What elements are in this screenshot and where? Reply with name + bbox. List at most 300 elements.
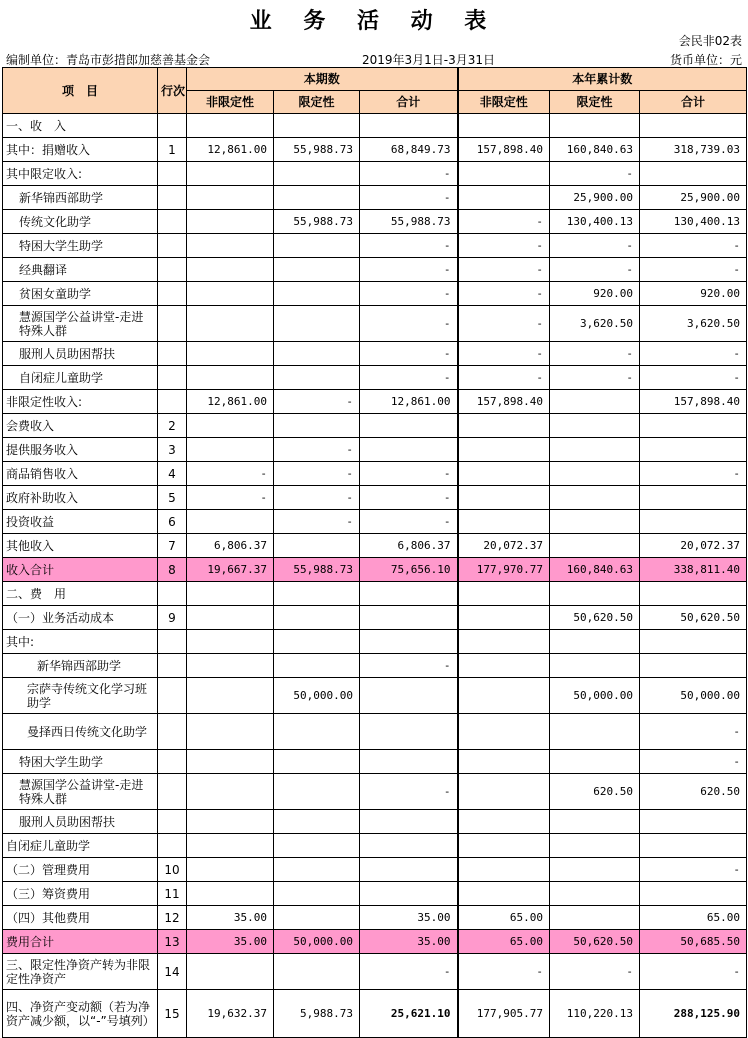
cell-ytd-restricted: - (550, 954, 640, 990)
cell-current-total (360, 114, 458, 138)
cell-ytd-unrestricted (458, 186, 550, 210)
row-label: 服刑人员助困帮扶 (3, 342, 158, 366)
cell-ytd-unrestricted: 20,072.37 (458, 534, 550, 558)
row-label: 传统文化助学 (3, 210, 158, 234)
row-label: 特困大学生助学 (3, 234, 158, 258)
row-label: 贫困女童助学 (3, 282, 158, 306)
cell-current-total: - (360, 342, 458, 366)
cell-current-restricted (274, 342, 360, 366)
cell-current-restricted: - (274, 510, 360, 534)
cell-current-unrestricted: 12,861.00 (187, 390, 274, 414)
row-line-number: 4 (158, 462, 187, 486)
row-line-number (158, 234, 187, 258)
cell-current-total: 6,806.37 (360, 534, 458, 558)
table-row (3, 138, 747, 162)
table-row (3, 282, 747, 306)
cell-ytd-restricted (550, 462, 640, 486)
cell-ytd-total: 157,898.40 (640, 390, 747, 414)
table-row (3, 210, 747, 234)
cell-current-total: - (360, 510, 458, 534)
table-row (3, 414, 747, 438)
row-line-number (158, 390, 187, 414)
row-line-number: 8 (158, 558, 187, 582)
row-line-number (158, 306, 187, 342)
cell-current-unrestricted (187, 954, 274, 990)
cell-ytd-unrestricted (458, 750, 550, 774)
cell-ytd-restricted (550, 582, 640, 606)
cell-ytd-unrestricted (458, 714, 550, 750)
cell-current-unrestricted (187, 342, 274, 366)
cell-current-restricted (274, 654, 360, 678)
cell-current-unrestricted (187, 582, 274, 606)
row-label: 四、净资产变动额（若为净资产减少额，以“-”号填列） (3, 990, 158, 1038)
cell-ytd-total: - (640, 750, 747, 774)
cell-current-unrestricted: 6,806.37 (187, 534, 274, 558)
cell-current-unrestricted (187, 654, 274, 678)
cell-current-restricted (274, 366, 360, 390)
row-label: 投资收益 (3, 510, 158, 534)
cell-ytd-total: - (640, 366, 747, 390)
cell-current-unrestricted (187, 234, 274, 258)
cell-ytd-unrestricted (458, 606, 550, 630)
cell-ytd-unrestricted (458, 510, 550, 534)
cell-ytd-total: 50,000.00 (640, 678, 747, 714)
row-label: 自闭症儿童助学 (3, 366, 158, 390)
table-row (3, 390, 747, 414)
table-row (3, 954, 747, 990)
cell-current-restricted (274, 858, 360, 882)
cell-ytd-unrestricted: - (458, 210, 550, 234)
cell-ytd-unrestricted (458, 582, 550, 606)
cell-current-restricted: - (274, 438, 360, 462)
cell-ytd-restricted (550, 834, 640, 858)
cell-current-total: - (360, 234, 458, 258)
cell-current-restricted (274, 834, 360, 858)
cell-ytd-unrestricted (458, 462, 550, 486)
cell-current-unrestricted (187, 258, 274, 282)
cell-ytd-unrestricted: - (458, 954, 550, 990)
row-line-number: 5 (158, 486, 187, 510)
cell-ytd-unrestricted (458, 654, 550, 678)
row-line-number (158, 258, 187, 282)
table-row (3, 342, 747, 366)
table-row (3, 234, 747, 258)
table-row (3, 438, 747, 462)
row-label: 非限定性收入: (3, 390, 158, 414)
cell-ytd-restricted: 920.00 (550, 282, 640, 306)
row-line-number (158, 186, 187, 210)
cell-ytd-unrestricted (458, 882, 550, 906)
cell-current-total (360, 810, 458, 834)
cell-current-restricted (274, 306, 360, 342)
cell-ytd-restricted: 50,000.00 (550, 678, 640, 714)
cell-current-unrestricted (187, 606, 274, 630)
cell-ytd-unrestricted (458, 438, 550, 462)
table-row (3, 906, 747, 930)
cell-ytd-restricted: - (550, 342, 640, 366)
row-label: 服刑人员助困帮扶 (3, 810, 158, 834)
cell-current-total (360, 630, 458, 654)
row-label: 其中限定收入: (3, 162, 158, 186)
table-row (3, 534, 747, 558)
cell-current-unrestricted: - (187, 462, 274, 486)
cell-ytd-unrestricted: 177,905.77 (458, 990, 550, 1038)
cell-current-total (360, 834, 458, 858)
table-row (3, 810, 747, 834)
row-line-number: 6 (158, 510, 187, 534)
cell-ytd-restricted (550, 882, 640, 906)
table-row (3, 654, 747, 678)
row-label: 其中：捐赠收入 (3, 138, 158, 162)
table-row (3, 306, 747, 342)
cell-ytd-restricted: - (550, 234, 640, 258)
row-line-number: 14 (158, 954, 187, 990)
row-line-number: 9 (158, 606, 187, 630)
cell-current-unrestricted (187, 750, 274, 774)
row-label: 会费收入 (3, 414, 158, 438)
header-line: 行次 (158, 68, 187, 114)
row-label: （一）业务活动成本 (3, 606, 158, 630)
table-row (3, 882, 747, 906)
cell-current-unrestricted: 19,667.37 (187, 558, 274, 582)
cell-current-restricted (274, 606, 360, 630)
row-line-number (158, 678, 187, 714)
row-label: 宗萨寺传统文化学习班助学 (3, 678, 158, 714)
cell-current-restricted: 50,000.00 (274, 930, 360, 954)
cell-ytd-total (640, 810, 747, 834)
cell-ytd-total: - (640, 714, 747, 750)
table-row (3, 678, 747, 714)
cell-current-unrestricted: 19,632.37 (187, 990, 274, 1038)
cell-current-total: 35.00 (360, 930, 458, 954)
cell-ytd-unrestricted: - (458, 234, 550, 258)
cell-current-unrestricted (187, 810, 274, 834)
table-row (3, 162, 747, 186)
row-label: 曼择西日传统文化助学 (3, 714, 158, 750)
table-row (3, 630, 747, 654)
cell-ytd-unrestricted: - (458, 282, 550, 306)
table-row (3, 990, 747, 1038)
cell-ytd-restricted: 25,900.00 (550, 186, 640, 210)
cell-ytd-restricted (550, 714, 640, 750)
cell-ytd-total: - (640, 234, 747, 258)
cell-current-unrestricted (187, 678, 274, 714)
cell-ytd-total: 288,125.90 (640, 990, 747, 1038)
cell-current-total: - (360, 282, 458, 306)
cell-current-unrestricted (187, 882, 274, 906)
table-row (3, 714, 747, 750)
cell-current-restricted: 55,988.73 (274, 138, 360, 162)
cell-current-restricted: 5,988.73 (274, 990, 360, 1038)
cell-ytd-unrestricted: 157,898.40 (458, 390, 550, 414)
cell-current-total: 12,861.00 (360, 390, 458, 414)
cell-current-unrestricted (187, 306, 274, 342)
row-line-number (158, 834, 187, 858)
report-title: 业 务 活 动 表 (249, 9, 499, 34)
table-row (3, 258, 747, 282)
cell-current-restricted (274, 714, 360, 750)
cell-current-restricted: - (274, 462, 360, 486)
cell-ytd-total: 20,072.37 (640, 534, 747, 558)
cell-ytd-total (640, 162, 747, 186)
cell-current-restricted (274, 234, 360, 258)
row-label: 政府补助收入 (3, 486, 158, 510)
row-label: 其他收入 (3, 534, 158, 558)
table-row (3, 930, 747, 954)
cell-ytd-unrestricted: - (458, 258, 550, 282)
row-label: 经典翻译 (3, 258, 158, 282)
row-line-number: 2 (158, 414, 187, 438)
cell-ytd-total (640, 510, 747, 534)
table-row (3, 486, 747, 510)
cell-ytd-unrestricted: 65.00 (458, 906, 550, 930)
row-line-number (158, 714, 187, 750)
cell-ytd-total (640, 438, 747, 462)
cell-ytd-total (640, 630, 747, 654)
cell-current-total: 75,656.10 (360, 558, 458, 582)
cell-ytd-restricted (550, 630, 640, 654)
cell-current-total (360, 606, 458, 630)
table-row (3, 750, 747, 774)
cell-current-unrestricted (187, 414, 274, 438)
cell-ytd-restricted: 620.50 (550, 774, 640, 810)
cell-current-total (360, 438, 458, 462)
cell-ytd-restricted (550, 390, 640, 414)
cell-ytd-total (640, 882, 747, 906)
cell-ytd-total: 25,900.00 (640, 186, 747, 210)
cell-ytd-unrestricted (458, 834, 550, 858)
cell-current-total: - (360, 162, 458, 186)
row-label: 三、限定性净资产转为非限定性净资产 (3, 954, 158, 990)
cell-current-unrestricted (187, 714, 274, 750)
row-label: 其中: (3, 630, 158, 654)
cell-ytd-total (640, 114, 747, 138)
cell-ytd-unrestricted (458, 774, 550, 810)
cell-current-restricted (274, 114, 360, 138)
table-row (3, 186, 747, 210)
cell-current-unrestricted (187, 186, 274, 210)
cell-current-total (360, 582, 458, 606)
cell-current-unrestricted (187, 114, 274, 138)
cell-ytd-total (640, 834, 747, 858)
row-label: 自闭症儿童助学 (3, 834, 158, 858)
row-line-number (158, 774, 187, 810)
cell-current-restricted (274, 186, 360, 210)
cell-current-restricted (274, 774, 360, 810)
header-item: 项 目 (3, 68, 158, 114)
table-row (3, 582, 747, 606)
cell-ytd-restricted (550, 750, 640, 774)
header-year-to-date: 本年累计数 (458, 68, 747, 91)
cell-ytd-total: 50,685.50 (640, 930, 747, 954)
cell-current-total: - (360, 366, 458, 390)
cell-ytd-total: - (640, 342, 747, 366)
cell-current-unrestricted (187, 210, 274, 234)
cell-ytd-restricted: 50,620.50 (550, 930, 640, 954)
row-line-number: 13 (158, 930, 187, 954)
cell-ytd-restricted: 160,840.63 (550, 558, 640, 582)
cell-current-unrestricted (187, 282, 274, 306)
cell-current-restricted (274, 906, 360, 930)
cell-ytd-total: - (640, 954, 747, 990)
activity-statement-table (2, 67, 747, 1038)
cell-ytd-total (640, 654, 747, 678)
cell-current-restricted (274, 750, 360, 774)
cell-ytd-unrestricted (458, 810, 550, 834)
cell-ytd-restricted (550, 654, 640, 678)
row-label: 二、费 用 (3, 582, 158, 606)
row-line-number (158, 114, 187, 138)
cell-ytd-total: 65.00 (640, 906, 747, 930)
row-line-number (158, 810, 187, 834)
cell-ytd-restricted: 50,620.50 (550, 606, 640, 630)
row-label: 费用合计 (3, 930, 158, 954)
cell-ytd-restricted: 3,620.50 (550, 306, 640, 342)
cell-ytd-restricted (550, 114, 640, 138)
table-row (3, 834, 747, 858)
cell-current-total: 68,849.73 (360, 138, 458, 162)
form-number: 会民非02表 (678, 34, 742, 48)
cell-ytd-total: 620.50 (640, 774, 747, 810)
cell-ytd-restricted: - (550, 258, 640, 282)
cell-current-total (360, 858, 458, 882)
cell-current-restricted (274, 282, 360, 306)
cell-ytd-unrestricted (458, 162, 550, 186)
cell-ytd-total: 318,739.03 (640, 138, 747, 162)
table-row (3, 462, 747, 486)
table-row (3, 366, 747, 390)
cell-ytd-restricted (550, 510, 640, 534)
row-label: 一、收 入 (3, 114, 158, 138)
row-label: 收入合计 (3, 558, 158, 582)
cell-ytd-restricted: 130,400.13 (550, 210, 640, 234)
row-line-number (158, 750, 187, 774)
row-line-number (158, 162, 187, 186)
cell-ytd-total: - (640, 462, 747, 486)
cell-ytd-restricted: - (550, 366, 640, 390)
row-label: 新华锦西部助学 (3, 654, 158, 678)
cell-ytd-restricted: 110,220.13 (550, 990, 640, 1038)
row-label: 慧源国学公益讲堂-走进特殊人群 (3, 306, 158, 342)
cell-ytd-unrestricted (458, 678, 550, 714)
cell-ytd-unrestricted: - (458, 342, 550, 366)
cell-current-unrestricted (187, 438, 274, 462)
cell-current-total: - (360, 258, 458, 282)
cell-current-total: 35.00 (360, 906, 458, 930)
cell-current-restricted: 55,988.73 (274, 558, 360, 582)
cell-ytd-restricted: - (550, 162, 640, 186)
row-label: 新华锦西部助学 (3, 186, 158, 210)
cell-current-unrestricted (187, 774, 274, 810)
row-label: 商品销售收入 (3, 462, 158, 486)
cell-ytd-restricted (550, 906, 640, 930)
cell-current-restricted: 55,988.73 (274, 210, 360, 234)
cell-current-unrestricted: 35.00 (187, 906, 274, 930)
cell-current-unrestricted: 12,861.00 (187, 138, 274, 162)
cell-ytd-unrestricted (458, 486, 550, 510)
cell-current-total (360, 414, 458, 438)
cell-ytd-total: 338,811.40 (640, 558, 747, 582)
cell-ytd-total: - (640, 858, 747, 882)
row-label: （三）筹资费用 (3, 882, 158, 906)
cell-ytd-unrestricted (458, 858, 550, 882)
cell-current-total (360, 678, 458, 714)
cell-ytd-total (640, 582, 747, 606)
row-label: 提供服务收入 (3, 438, 158, 462)
table-row (3, 606, 747, 630)
cell-ytd-total (640, 486, 747, 510)
cell-current-total: 55,988.73 (360, 210, 458, 234)
cell-current-total: - (360, 462, 458, 486)
cell-ytd-restricted (550, 858, 640, 882)
cell-ytd-total (640, 414, 747, 438)
cell-ytd-restricted (550, 534, 640, 558)
row-line-number (158, 582, 187, 606)
row-line-number: 3 (158, 438, 187, 462)
cell-ytd-total: - (640, 258, 747, 282)
cell-current-restricted (274, 534, 360, 558)
row-line-number: 12 (158, 906, 187, 930)
cell-ytd-total: 920.00 (640, 282, 747, 306)
cell-current-total (360, 882, 458, 906)
cell-current-restricted (274, 630, 360, 654)
row-label: 慧源国学公益讲堂-走进特殊人群 (3, 774, 158, 810)
cell-ytd-restricted (550, 486, 640, 510)
header-current-total: 合计 (360, 91, 458, 114)
cell-current-unrestricted (187, 162, 274, 186)
cell-current-total: - (360, 774, 458, 810)
cell-ytd-total: 50,620.50 (640, 606, 747, 630)
header-current-unrestricted: 非限定性 (187, 91, 274, 114)
cell-ytd-total: 130,400.13 (640, 210, 747, 234)
table-row (3, 858, 747, 882)
cell-current-unrestricted (187, 366, 274, 390)
cell-ytd-unrestricted: 177,970.77 (458, 558, 550, 582)
cell-current-total: - (360, 954, 458, 990)
cell-ytd-restricted (550, 414, 640, 438)
cell-current-unrestricted (187, 510, 274, 534)
table-row (3, 510, 747, 534)
header-current-period: 本期数 (187, 68, 458, 91)
cell-current-restricted (274, 258, 360, 282)
table-row (3, 558, 747, 582)
row-label: 特困大学生助学 (3, 750, 158, 774)
row-line-number: 7 (158, 534, 187, 558)
header-ytd-unrestricted: 非限定性 (458, 91, 550, 114)
cell-ytd-unrestricted: 157,898.40 (458, 138, 550, 162)
cell-current-restricted: - (274, 486, 360, 510)
table-row (3, 114, 747, 138)
cell-current-total: - (360, 654, 458, 678)
statement-body (3, 114, 747, 1038)
cell-ytd-unrestricted: - (458, 306, 550, 342)
row-line-number: 1 (158, 138, 187, 162)
cell-current-restricted (274, 810, 360, 834)
row-label: （二）管理费用 (3, 858, 158, 882)
row-line-number: 11 (158, 882, 187, 906)
row-line-number (158, 366, 187, 390)
cell-ytd-total: 3,620.50 (640, 306, 747, 342)
row-line-number (158, 342, 187, 366)
cell-ytd-unrestricted (458, 114, 550, 138)
cell-current-total: - (360, 306, 458, 342)
cell-current-unrestricted (187, 858, 274, 882)
cell-ytd-unrestricted: - (458, 366, 550, 390)
cell-current-unrestricted: 35.00 (187, 930, 274, 954)
currency-unit: 货币单位：元 (669, 53, 742, 67)
cell-ytd-unrestricted (458, 630, 550, 654)
cell-current-restricted (274, 582, 360, 606)
